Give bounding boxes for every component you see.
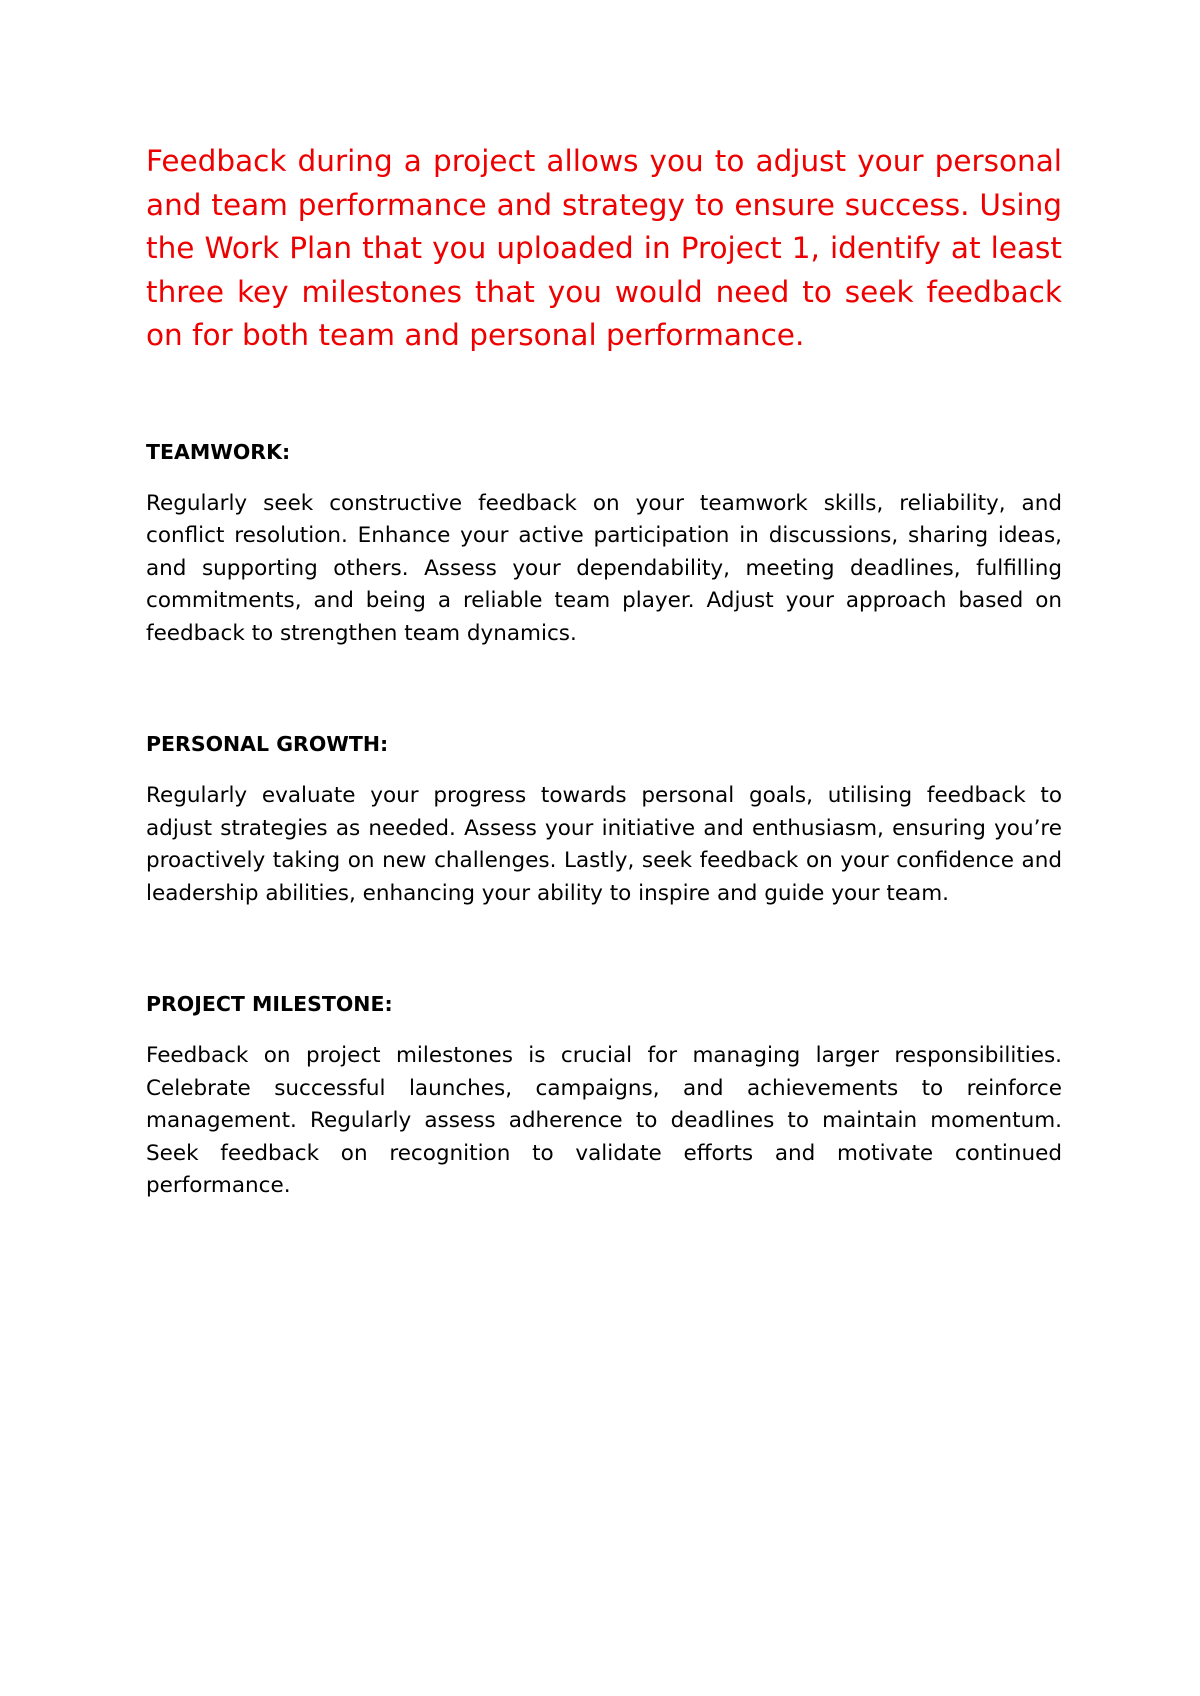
section-body-personal-growth: Regularly evaluate your progress towards personal goals, utilising feedback to adjust strategies as needed. Assess your initiative and enthusiasm, ensuring you’re proactively taking on new challenges. Lastly, seek feedback on your confidence and leadership abilities, enhancing your ability to inspire and guide your team. [146, 783, 1062, 906]
assignment-prompt: Feedback during a project allows you to adjust your personal and team performance and strategy to ensure success. Using the Work Plan that you uploaded in Project 1, identify at least three key milestones that you would need to seek feedback on for both team and personal performance. [146, 144, 1062, 352]
section-heading-personal-growth: PERSONAL GROWTH: [146, 732, 389, 756]
section-body-teamwork: Regularly seek constructive feedback on your teamwork skills, reliability, and conflict resolution. Enhance your active participation in discussions, sharing ideas, and supporting others. Assess your dependability, meeting deadlines, fulfilling commitments, and being a reliable team player. Adjust your approach based on feedback to strengthen team dynamics. [146, 490, 1062, 646]
section-heading-teamwork: TEAMWORK: [146, 439, 291, 464]
section-teamwork [146, 436, 1062, 651]
section-personal-growth [146, 728, 1062, 910]
section-project-milestone [146, 988, 1062, 1203]
section-body-project-milestone: Feedback on project milestones is crucial for managing larger responsibilities. Celebrate successful launches, campaigns, and achievements to reinforce management. Regularly assess adherence to deadlines to maintain momentum. Seek feedback on recognition to validate efforts and motivate continued performance. [146, 1043, 1062, 1198]
section-heading-project-milestone: PROJECT MILESTONE: [146, 992, 393, 1016]
document-page [146, 140, 1062, 1203]
